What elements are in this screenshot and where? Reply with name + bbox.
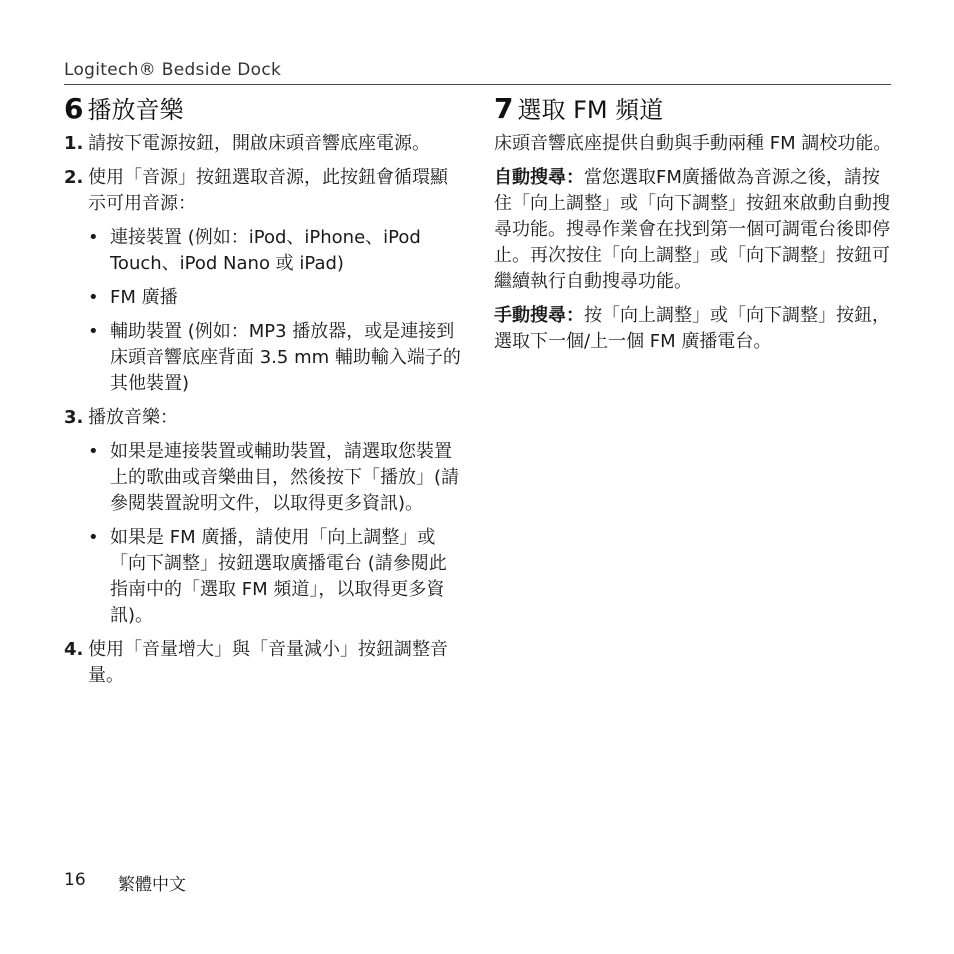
section-heading bbox=[64, 90, 464, 125]
section-play-music bbox=[64, 90, 464, 697]
step-item bbox=[64, 637, 464, 689]
section-title: 播放音樂 bbox=[87, 96, 184, 124]
auto-search-text: 當您選取FM廣播做為音源之後，請按住「向上調整」或「向下調整」按鈕來啟動自動搜尋功能。搜尋作業會在找到第一個可調電台後即停止。再次按住「向上調整」或「向下調整」按鈕可繼續執行自動搜尋功能。 bbox=[494, 167, 890, 292]
intro-paragraph: 床頭音響底座提供自動與手動兩種 FM 調校功能。 bbox=[494, 133, 892, 154]
bullet-text: 輔助裝置 (例如：MP3 播放器，或是連接到床頭音響底座背面 3.5 mm 輔助輸入端子的其他裝置) bbox=[110, 321, 461, 394]
section-number: 6 bbox=[64, 92, 84, 125]
section-title: 選取 FM 頻道 bbox=[517, 96, 664, 124]
auto-search-paragraph bbox=[494, 165, 894, 295]
manual-search-text: 按「向上調整」或「向下調整」按鈕，選取下一個/上一個 FM 廣播電台。 bbox=[494, 305, 890, 352]
step-text: 請按下電源按鈕，開啟床頭音響底座電源。 bbox=[88, 133, 430, 154]
page-number: 16 bbox=[64, 870, 86, 890]
bullet-icon: • bbox=[88, 227, 99, 248]
bullet-icon: • bbox=[88, 527, 99, 548]
step-text: 使用「音量增大」與「音量減小」按鈕調整音量。 bbox=[88, 639, 448, 686]
auto-search-label: 自動搜尋： bbox=[494, 167, 584, 188]
document-header: Logitech® Bedside Dock bbox=[64, 60, 282, 80]
bullet-icon: • bbox=[88, 287, 99, 308]
step-text: 使用「音源」按鈕選取音源，此按鈕會循環顯示可用音源： bbox=[88, 167, 448, 214]
section-select-fm bbox=[494, 90, 894, 363]
footer-language: 繁體中文 bbox=[118, 875, 186, 895]
bullet-text: FM 廣播 bbox=[110, 287, 178, 308]
step-number: 2. bbox=[64, 167, 84, 188]
step-number: 1. bbox=[64, 133, 84, 154]
bullet-item bbox=[88, 285, 464, 311]
bullet-item bbox=[88, 319, 464, 397]
bullet-icon: • bbox=[88, 441, 99, 462]
bullet-item bbox=[88, 525, 464, 629]
manual-search-label: 手動搜尋： bbox=[494, 305, 584, 326]
bullet-item bbox=[88, 225, 464, 277]
step-number: 3. bbox=[64, 407, 84, 428]
step-item bbox=[64, 165, 464, 217]
section-number: 7 bbox=[494, 92, 514, 125]
step-item bbox=[64, 131, 464, 157]
step-text: 播放音樂： bbox=[88, 407, 178, 428]
bullet-text: 如果是連接裝置或輔助裝置，請選取您裝置上的歌曲或音樂曲目，然後按下「播放」(請參閱裝置說明文件，以取得更多資訊)。 bbox=[110, 441, 460, 514]
bullet-text: 連接裝置 (例如：iPod、iPhone、iPod Touch、iPod Nano 或 iPad) bbox=[110, 227, 421, 274]
bullet-text: 如果是 FM 廣播，請使用「向上調整」或「向下調整」按鈕選取廣播電台 (請參閱此指南中的「選取 FM 頻道」，以取得更多資訊)。 bbox=[110, 527, 447, 626]
step-item bbox=[64, 405, 464, 431]
section-heading bbox=[494, 90, 894, 125]
bullet-icon: • bbox=[88, 321, 99, 342]
bullet-item bbox=[88, 439, 464, 517]
header-divider bbox=[64, 84, 891, 85]
page-footer bbox=[64, 870, 186, 895]
manual-search-paragraph bbox=[494, 303, 894, 355]
step-number: 4. bbox=[64, 639, 84, 660]
